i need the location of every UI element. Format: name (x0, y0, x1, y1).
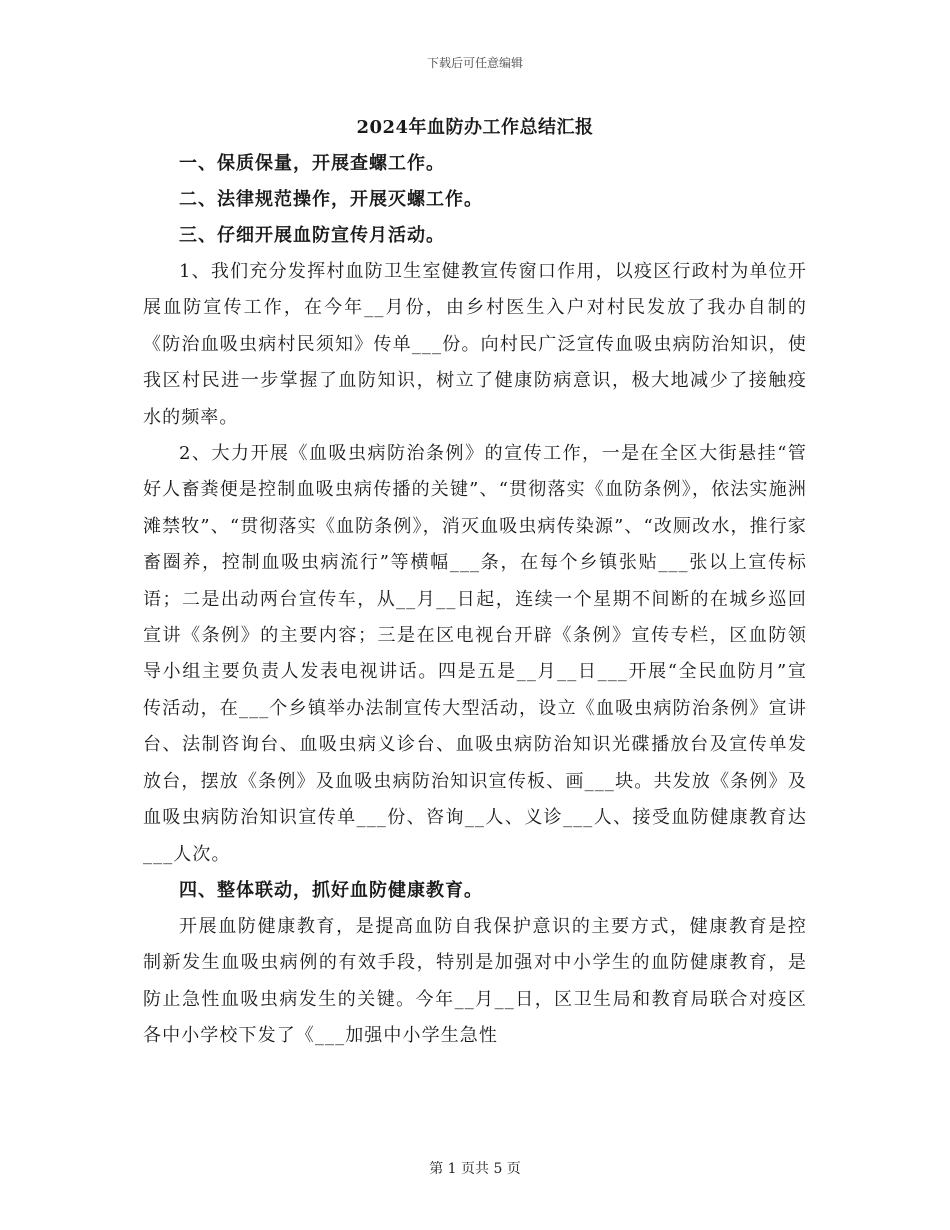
section-heading-4: 四、整体联动，抓好血防健康教育。 (179, 879, 483, 901)
page-number-footer: 第 1 页共 5 页 (429, 1161, 521, 1177)
section-heading-1: 一、保质保量，开展查螺工作。 (179, 153, 445, 174)
paragraph-2: 2、大力开展《血吸虫病防治条例》的宣传工作，一是在全区大街悬挂“管好人畜粪便是控制血吸虫病传播的关键”、“贯彻落实《血防条例》，依法实施洲滩禁牧”、“贯彻落实《血防条例》，消灭血吸虫病传染源”、“改厕改水，推行家畜圈养，控制血吸虫病流行”等横幅___条，在每个乡镇张贴___张以上宣传标语；二是出动两台宣传车，从__月__日起，连续一个星期不间断的在城乡巡回宣讲《条例》的主要内容；三是在区电视台开辟《条例》宣传专栏，区血防领导小组主要负责人发表电视讲话。四是五是__月__日___开展“全民血防月”宣传活动，在___个乡镇举办法制宣传大型活动，设立《血吸虫病防治条例》宣讲台、法制咨询台、血吸虫病义诊台、血吸虫病防治知识光碟播放台及宣传单发放台，摆放《条例》及血吸虫病防治知识宣传板、画___块。共发放《条例》及血吸虫病防治知识宣传单___份、咨询__人、义诊___人、接受血防健康教育达___人次。 (143, 443, 807, 865)
header-note: 下载后可任意编辑 (426, 56, 523, 70)
section-heading-3: 三、仔细开展血防宣传月活动。 (179, 225, 445, 246)
section-heading-2: 二、法律规范操作，开展灭螺工作。 (179, 189, 483, 210)
document-body (143, 110, 807, 1055)
paragraph-3: 开展血防健康教育，是提高血防自我保护意识的主要方式，健康教育是控制新发生血吸虫病例的有效手段，特别是加强对中小学生的血防健康教育，是防止急性血吸虫病发生的关键。今年__月__日，区卫生局和教育局联合对疫区各中小学校下发了《___加强中小学生急性 (143, 915, 807, 1047)
paragraph-1: 1、我们充分发挥村血防卫生室健教宣传窗口作用，以疫区行政村为单位开展血防宣传工作，在今年__月份，由乡村医生入户对村民发放了我办自制的《防治血吸虫病村民须知》传单___份。向村民广泛宣传血吸虫病防治知识，使我区村民进一步掌握了血防知识，树立了健康防病意识，极大地减少了接触疫水的频率。 (143, 261, 807, 428)
document-title: 2024年血防办工作总结汇报 (356, 117, 594, 138)
